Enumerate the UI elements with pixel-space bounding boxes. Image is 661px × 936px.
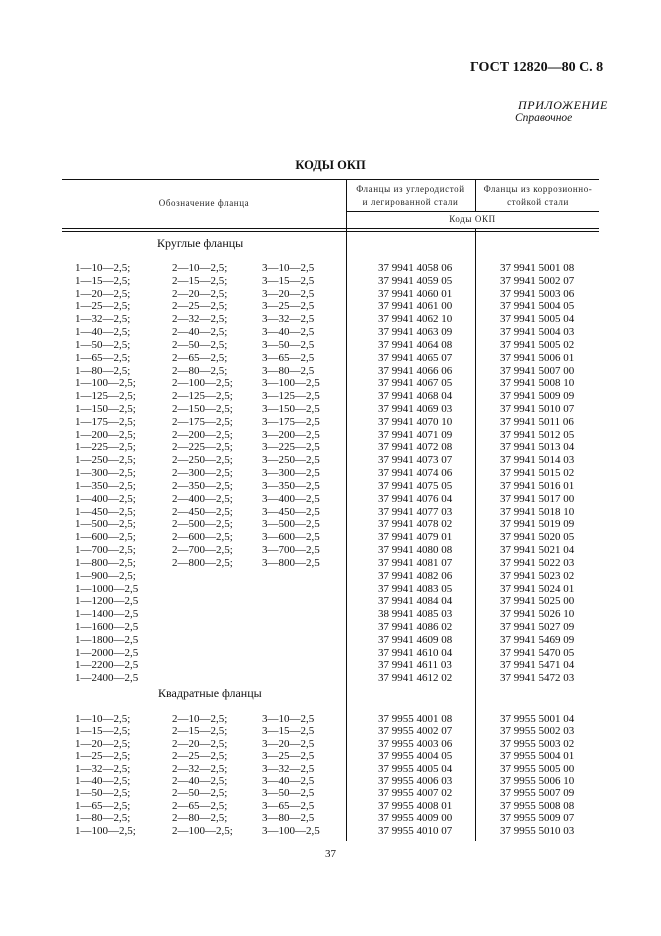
table-row bbox=[0, 647, 661, 659]
okp-carbon-steel: 37 9941 4060 01 bbox=[378, 287, 453, 300]
designation-type2: 2—100—2,5; bbox=[172, 377, 233, 390]
okp-carbon-steel: 37 9941 4610 04 bbox=[378, 646, 453, 659]
table-row bbox=[0, 608, 661, 620]
designation-type1: 1—25—2,5; bbox=[75, 750, 131, 763]
designation-type2: 2—40—2,5; bbox=[172, 775, 228, 787]
okp-stainless-steel: 37 9941 5022 03 bbox=[500, 556, 575, 569]
table-row bbox=[0, 403, 661, 415]
designation-type2: 2—600—2,5; bbox=[172, 531, 233, 544]
designation-type2: 2—125—2,5; bbox=[172, 390, 233, 403]
header-designation: Обозначение фланца bbox=[158, 198, 250, 208]
okp-stainless-steel: 37 9941 5026 10 bbox=[500, 608, 575, 621]
designation-type1: 1—40—2,5; bbox=[75, 775, 131, 787]
designation-type3: 3—20—2,5 bbox=[262, 737, 315, 750]
table-row bbox=[0, 339, 661, 351]
table-row bbox=[0, 480, 661, 492]
okp-stainless-steel: 37 9941 5006 01 bbox=[500, 351, 575, 364]
table-row bbox=[0, 454, 661, 466]
okp-stainless-steel: 37 9955 5003 02 bbox=[500, 737, 575, 750]
designation-type1: 1—65—2,5; bbox=[75, 799, 131, 812]
okp-carbon-steel: 37 9941 4067 05 bbox=[378, 377, 453, 390]
okp-carbon-steel: 37 9941 4058 06 bbox=[378, 262, 453, 274]
table-top-rule bbox=[62, 179, 599, 180]
okp-carbon-steel: 37 9941 4078 02 bbox=[378, 518, 453, 531]
designation-type1: 1—25—2,5; bbox=[75, 300, 131, 313]
designation-type1: 1—65—2,5; bbox=[75, 351, 131, 364]
designation-type3: 3—50—2,5 bbox=[262, 787, 315, 800]
okp-stainless-steel: 37 9941 5014 03 bbox=[500, 454, 575, 467]
designation-type2: 2—10—2,5; bbox=[172, 262, 228, 274]
designation-type3: 3—600—2,5 bbox=[262, 531, 320, 544]
table-row bbox=[0, 390, 661, 402]
okp-carbon-steel: 37 9941 4062 10 bbox=[378, 313, 453, 326]
okp-carbon-steel: 37 9955 4010 07 bbox=[378, 824, 453, 837]
designation-type1: 1—1600—2,5 bbox=[75, 620, 139, 633]
okp-carbon-steel: 37 9941 4081 07 bbox=[378, 556, 453, 569]
table-row bbox=[0, 544, 661, 556]
table-row bbox=[0, 595, 661, 607]
okp-stainless-steel: 37 9955 5010 03 bbox=[500, 824, 575, 837]
designation-type1: 1—2400—2,5 bbox=[75, 672, 139, 685]
okp-stainless-steel: 37 9941 5013 04 bbox=[500, 441, 575, 454]
okp-stainless-steel: 37 9955 5006 10 bbox=[500, 775, 575, 787]
designation-type2: 2—32—2,5; bbox=[172, 313, 228, 326]
designation-type3: 3—65—2,5 bbox=[262, 799, 315, 812]
header-okp-codes: Коды ОКП bbox=[449, 214, 496, 224]
table-row bbox=[0, 429, 661, 441]
designation-type3: 3—500—2,5 bbox=[262, 518, 320, 531]
designation-type2: 2—700—2,5; bbox=[172, 544, 233, 557]
header-carbon-steel-line1: Фланцы из углеродистой bbox=[356, 184, 465, 194]
designation-type3: 3—10—2,5 bbox=[262, 713, 315, 725]
designation-type3: 3—700—2,5 bbox=[262, 544, 320, 557]
designation-type1: 1—40—2,5; bbox=[75, 326, 131, 339]
okp-carbon-steel: 37 9941 4068 04 bbox=[378, 390, 453, 403]
table-row bbox=[0, 506, 661, 518]
designation-type1: 1—2000—2,5 bbox=[75, 646, 139, 659]
okp-carbon-steel: 37 9941 4609 08 bbox=[378, 633, 453, 646]
designation-type2: 2—65—2,5; bbox=[172, 799, 228, 812]
table-row bbox=[0, 441, 661, 453]
designation-type3: 3—40—2,5 bbox=[262, 775, 315, 787]
designation-type1: 1—15—2,5; bbox=[75, 274, 131, 287]
designation-type1: 1—100—2,5; bbox=[75, 824, 136, 837]
designation-type3: 3—100—2,5 bbox=[262, 824, 320, 837]
okp-carbon-steel: 37 9941 4086 02 bbox=[378, 620, 453, 633]
okp-carbon-steel: 37 9955 4007 02 bbox=[378, 787, 453, 800]
okp-carbon-steel: 37 9941 4079 01 bbox=[378, 531, 453, 544]
okp-stainless-steel: 37 9941 5027 09 bbox=[500, 620, 575, 633]
section-title-square: Квадратные фланцы bbox=[158, 686, 262, 700]
designation-type2: 2—50—2,5; bbox=[172, 338, 228, 351]
designation-type3: 3—350—2,5 bbox=[262, 479, 320, 492]
designation-type3: 3—15—2,5 bbox=[262, 725, 315, 738]
standard-header: ГОСТ 12820—80 С. 8 bbox=[470, 60, 604, 75]
table-row bbox=[0, 621, 661, 633]
designation-type3: 3—15—2,5 bbox=[262, 274, 315, 287]
okp-carbon-steel: 37 9941 4080 08 bbox=[378, 544, 453, 557]
okp-carbon-steel: 37 9941 4064 08 bbox=[378, 338, 453, 351]
designation-type1: 1—50—2,5; bbox=[75, 338, 131, 351]
designation-type1: 1—175—2,5; bbox=[75, 415, 136, 428]
table-row bbox=[0, 262, 661, 274]
designation-type1: 1—1000—2,5 bbox=[75, 582, 139, 595]
table-row bbox=[0, 738, 661, 750]
designation-type2: 2—25—2,5; bbox=[172, 750, 228, 763]
table-row bbox=[0, 493, 661, 505]
okp-stainless-steel: 37 9955 5007 09 bbox=[500, 787, 575, 800]
okp-carbon-steel: 37 9941 4061 00 bbox=[378, 300, 453, 313]
designation-type1: 1—225—2,5; bbox=[75, 441, 136, 454]
table-row bbox=[0, 300, 661, 312]
appendix-type: Справочное bbox=[515, 112, 573, 124]
okp-stainless-steel: 37 9941 5015 02 bbox=[500, 467, 575, 480]
designation-type2: 2—15—2,5; bbox=[172, 274, 228, 287]
table-row bbox=[0, 377, 661, 389]
designation-type1: 1—50—2,5; bbox=[75, 787, 131, 800]
designation-type2: 2—300—2,5; bbox=[172, 467, 233, 480]
table-row bbox=[0, 352, 661, 364]
designation-type2: 2—65—2,5; bbox=[172, 351, 228, 364]
designation-type2: 2—32—2,5; bbox=[172, 762, 228, 775]
table-row bbox=[0, 570, 661, 582]
table-row bbox=[0, 326, 661, 338]
okp-carbon-steel: 37 9941 4611 03 bbox=[378, 659, 452, 672]
okp-stainless-steel: 37 9941 5018 10 bbox=[500, 505, 575, 518]
okp-stainless-steel: 37 9941 5002 07 bbox=[500, 274, 575, 287]
designation-type3: 3—80—2,5 bbox=[262, 812, 315, 825]
okp-carbon-steel: 37 9941 4071 09 bbox=[378, 428, 453, 441]
designation-type2: 2—80—2,5; bbox=[172, 812, 228, 825]
designation-type1: 1—900—2,5; bbox=[75, 569, 136, 582]
table-row bbox=[0, 557, 661, 569]
okp-carbon-steel: 37 9955 4005 04 bbox=[378, 762, 453, 775]
okp-stainless-steel: 37 9941 5012 05 bbox=[500, 428, 575, 441]
designation-type1: 1—100—2,5; bbox=[75, 377, 136, 390]
okp-stainless-steel: 37 9941 5004 03 bbox=[500, 326, 575, 339]
designation-type2: 2—10—2,5; bbox=[172, 713, 228, 725]
okp-carbon-steel: 37 9941 4072 08 bbox=[378, 441, 453, 454]
designation-type2: 2—20—2,5; bbox=[172, 737, 228, 750]
header-double-rule-bottom bbox=[62, 231, 599, 232]
designation-type2: 2—250—2,5; bbox=[172, 454, 233, 467]
designation-type3: 3—250—2,5 bbox=[262, 454, 320, 467]
designation-type2: 2—225—2,5; bbox=[172, 441, 233, 454]
okp-carbon-steel: 37 9941 4075 05 bbox=[378, 479, 453, 492]
okp-carbon-steel: 37 9941 4069 03 bbox=[378, 403, 453, 416]
designation-type3: 3—40—2,5 bbox=[262, 326, 315, 339]
okp-carbon-steel: 37 9941 4084 04 bbox=[378, 595, 453, 608]
designation-type3: 3—100—2,5 bbox=[262, 377, 320, 390]
okp-carbon-steel: 37 9941 4612 02 bbox=[378, 672, 453, 685]
table-row bbox=[0, 825, 661, 837]
designation-type3: 3—300—2,5 bbox=[262, 467, 320, 480]
designation-type1: 1—350—2,5; bbox=[75, 479, 136, 492]
okp-stainless-steel: 37 9955 5008 08 bbox=[500, 799, 575, 812]
designation-type1: 1—200—2,5; bbox=[75, 428, 136, 441]
designation-type1: 1—2200—2,5 bbox=[75, 659, 139, 672]
table-row bbox=[0, 812, 661, 824]
table-row bbox=[0, 713, 661, 725]
okp-stainless-steel: 37 9941 5019 09 bbox=[500, 518, 575, 531]
okp-carbon-steel: 37 9955 4009 00 bbox=[378, 812, 453, 825]
designation-type1: 1—1400—2,5 bbox=[75, 608, 139, 621]
designation-type3: 3—10—2,5 bbox=[262, 262, 315, 274]
okp-stainless-steel: 37 9955 5004 01 bbox=[500, 750, 575, 763]
designation-type3: 3—25—2,5 bbox=[262, 750, 315, 763]
header-double-rule-top bbox=[62, 228, 599, 229]
designation-type2: 2—400—2,5; bbox=[172, 492, 233, 505]
designation-type2: 2—80—2,5; bbox=[172, 364, 228, 377]
okp-stainless-steel: 37 9941 5023 02 bbox=[500, 569, 575, 582]
okp-stainless-steel: 37 9941 5469 09 bbox=[500, 633, 575, 646]
designation-type1: 1—10—2,5; bbox=[75, 262, 131, 274]
okp-stainless-steel: 37 9941 5471 04 bbox=[500, 659, 575, 672]
designation-type2: 2—500—2,5; bbox=[172, 518, 233, 531]
okp-carbon-steel: 37 9941 4077 03 bbox=[378, 505, 453, 518]
okp-stainless-steel: 37 9941 5020 05 bbox=[500, 531, 575, 544]
designation-type1: 1—15—2,5; bbox=[75, 725, 131, 738]
designation-type3: 3—32—2,5 bbox=[262, 313, 315, 326]
designation-type3: 3—80—2,5 bbox=[262, 364, 315, 377]
designation-type1: 1—300—2,5; bbox=[75, 467, 136, 480]
okp-carbon-steel: 37 9941 4083 05 bbox=[378, 582, 453, 595]
okp-carbon-steel: 37 9941 4059 05 bbox=[378, 274, 453, 287]
header-carbon-steel-line2: и легированной стали bbox=[362, 197, 459, 207]
designation-type1: 1—80—2,5; bbox=[75, 812, 131, 825]
table-row bbox=[0, 672, 661, 684]
table-row bbox=[0, 800, 661, 812]
designation-type3: 3—200—2,5 bbox=[262, 428, 320, 441]
designation-type3: 3—32—2,5 bbox=[262, 762, 315, 775]
page-number: 37 bbox=[325, 848, 336, 860]
designation-type2: 2—350—2,5; bbox=[172, 479, 233, 492]
designation-type1: 1—125—2,5; bbox=[75, 390, 136, 403]
table-row bbox=[0, 288, 661, 300]
okp-stainless-steel: 37 9941 5021 04 bbox=[500, 544, 575, 557]
designation-type1: 1—32—2,5; bbox=[75, 762, 131, 775]
table-row bbox=[0, 725, 661, 737]
table-row bbox=[0, 518, 661, 530]
table-title: КОДЫ ОКП bbox=[295, 158, 366, 172]
designation-type3: 3—225—2,5 bbox=[262, 441, 320, 454]
designation-type3: 3—175—2,5 bbox=[262, 415, 320, 428]
okp-carbon-steel: 37 9941 4074 06 bbox=[378, 467, 453, 480]
okp-stainless-steel: 37 9941 5010 07 bbox=[500, 403, 575, 416]
okp-carbon-steel: 37 9941 4066 06 bbox=[378, 364, 453, 377]
okp-stainless-steel: 37 9941 5003 06 bbox=[500, 287, 575, 300]
designation-type3: 3—25—2,5 bbox=[262, 300, 315, 313]
okp-stainless-steel: 37 9941 5016 01 bbox=[500, 479, 575, 492]
okp-stainless-steel: 37 9941 5470 05 bbox=[500, 646, 575, 659]
okp-carbon-steel: 37 9941 4063 09 bbox=[378, 326, 453, 339]
designation-type3: 3—150—2,5 bbox=[262, 403, 320, 416]
table-row bbox=[0, 275, 661, 287]
okp-stainless-steel: 37 9941 5017 00 bbox=[500, 492, 575, 505]
designation-type3: 3—125—2,5 bbox=[262, 390, 320, 403]
okp-carbon-steel: 37 9955 4003 06 bbox=[378, 737, 453, 750]
designation-type1: 1—20—2,5; bbox=[75, 737, 131, 750]
designation-type2: 2—25—2,5; bbox=[172, 300, 228, 313]
designation-type2: 2—450—2,5; bbox=[172, 505, 233, 518]
okp-carbon-steel: 37 9955 4001 08 bbox=[378, 713, 453, 725]
okp-carbon-steel: 37 9941 4076 04 bbox=[378, 492, 453, 505]
table-row bbox=[0, 763, 661, 775]
designation-type1: 1—32—2,5; bbox=[75, 313, 131, 326]
appendix-label: ПРИЛОЖЕНИЕ bbox=[518, 98, 608, 112]
designation-type1: 1—20—2,5; bbox=[75, 287, 131, 300]
okp-carbon-steel: 37 9941 4070 10 bbox=[378, 415, 453, 428]
table-row bbox=[0, 313, 661, 325]
designation-type2: 2—100—2,5; bbox=[172, 824, 233, 837]
okp-stainless-steel: 37 9941 5024 01 bbox=[500, 582, 575, 595]
designation-type2: 2—50—2,5; bbox=[172, 787, 228, 800]
header-inner-rule bbox=[346, 211, 599, 212]
designation-type2: 2—15—2,5; bbox=[172, 725, 228, 738]
okp-stainless-steel: 37 9955 5002 03 bbox=[500, 725, 575, 738]
designation-type3: 3—400—2,5 bbox=[262, 492, 320, 505]
okp-carbon-steel: 37 9941 4082 06 bbox=[378, 569, 453, 582]
okp-carbon-steel: 37 9955 4002 07 bbox=[378, 725, 453, 738]
table-row bbox=[0, 659, 661, 671]
designation-type2: 2—200—2,5; bbox=[172, 428, 233, 441]
table-row bbox=[0, 467, 661, 479]
okp-stainless-steel: 37 9941 5009 09 bbox=[500, 390, 575, 403]
designation-type2: 2—40—2,5; bbox=[172, 326, 228, 339]
table-row bbox=[0, 583, 661, 595]
designation-type1: 1—10—2,5; bbox=[75, 713, 131, 725]
okp-stainless-steel: 37 9955 5009 07 bbox=[500, 812, 575, 825]
table-row bbox=[0, 416, 661, 428]
designation-type1: 1—500—2,5; bbox=[75, 518, 136, 531]
okp-stainless-steel: 37 9941 5008 10 bbox=[500, 377, 575, 390]
okp-carbon-steel: 37 9955 4006 03 bbox=[378, 775, 453, 787]
designation-type1: 1—80—2,5; bbox=[75, 364, 131, 377]
designation-type2: 2—175—2,5; bbox=[172, 415, 233, 428]
okp-stainless-steel: 37 9941 5472 03 bbox=[500, 672, 575, 685]
designation-type2: 2—800—2,5; bbox=[172, 556, 233, 569]
header-stainless-line1: Фланцы из коррозионно- bbox=[483, 184, 593, 194]
okp-stainless-steel: 37 9941 5011 06 bbox=[500, 415, 574, 428]
okp-stainless-steel: 37 9941 5001 08 bbox=[500, 262, 575, 274]
okp-stainless-steel: 37 9941 5005 04 bbox=[500, 313, 575, 326]
okp-stainless-steel: 37 9941 5007 00 bbox=[500, 364, 575, 377]
designation-type1: 1—1800—2,5 bbox=[75, 633, 139, 646]
designation-type1: 1—450—2,5; bbox=[75, 505, 136, 518]
designation-type3: 3—800—2,5 bbox=[262, 556, 320, 569]
section-title-round: Круглые фланцы bbox=[157, 236, 244, 250]
okp-stainless-steel: 37 9941 5025 00 bbox=[500, 595, 575, 608]
designation-type2: 2—20—2,5; bbox=[172, 287, 228, 300]
table-row bbox=[0, 775, 661, 787]
okp-stainless-steel: 37 9941 5005 02 bbox=[500, 338, 575, 351]
okp-stainless-steel: 37 9955 5005 00 bbox=[500, 762, 575, 775]
table-row bbox=[0, 787, 661, 799]
designation-type3: 3—65—2,5 bbox=[262, 351, 315, 364]
designation-type2: 2—150—2,5; bbox=[172, 403, 233, 416]
designation-type3: 3—450—2,5 bbox=[262, 505, 320, 518]
designation-type1: 1—150—2,5; bbox=[75, 403, 136, 416]
designation-type1: 1—800—2,5; bbox=[75, 556, 136, 569]
designation-type3: 3—20—2,5 bbox=[262, 287, 315, 300]
designation-type1: 1—250—2,5; bbox=[75, 454, 136, 467]
designation-type1: 1—400—2,5; bbox=[75, 492, 136, 505]
table-row bbox=[0, 750, 661, 762]
table-row bbox=[0, 634, 661, 646]
okp-carbon-steel: 37 9941 4065 07 bbox=[378, 351, 453, 364]
table-row bbox=[0, 365, 661, 377]
okp-carbon-steel: 37 9955 4004 05 bbox=[378, 750, 453, 763]
designation-type1: 1—600—2,5; bbox=[75, 531, 136, 544]
header-stainless-line2: стойкой стали bbox=[507, 197, 569, 207]
okp-carbon-steel: 38 9941 4085 03 bbox=[378, 608, 453, 621]
okp-stainless-steel: 37 9955 5001 04 bbox=[500, 713, 575, 725]
designation-type3: 3—50—2,5 bbox=[262, 338, 315, 351]
okp-stainless-steel: 37 9941 5004 05 bbox=[500, 300, 575, 313]
okp-carbon-steel: 37 9955 4008 01 bbox=[378, 799, 453, 812]
designation-type1: 1—1200—2,5 bbox=[75, 595, 139, 608]
table-row bbox=[0, 531, 661, 543]
okp-carbon-steel: 37 9941 4073 07 bbox=[378, 454, 453, 467]
designation-type1: 1—700—2,5; bbox=[75, 544, 136, 557]
